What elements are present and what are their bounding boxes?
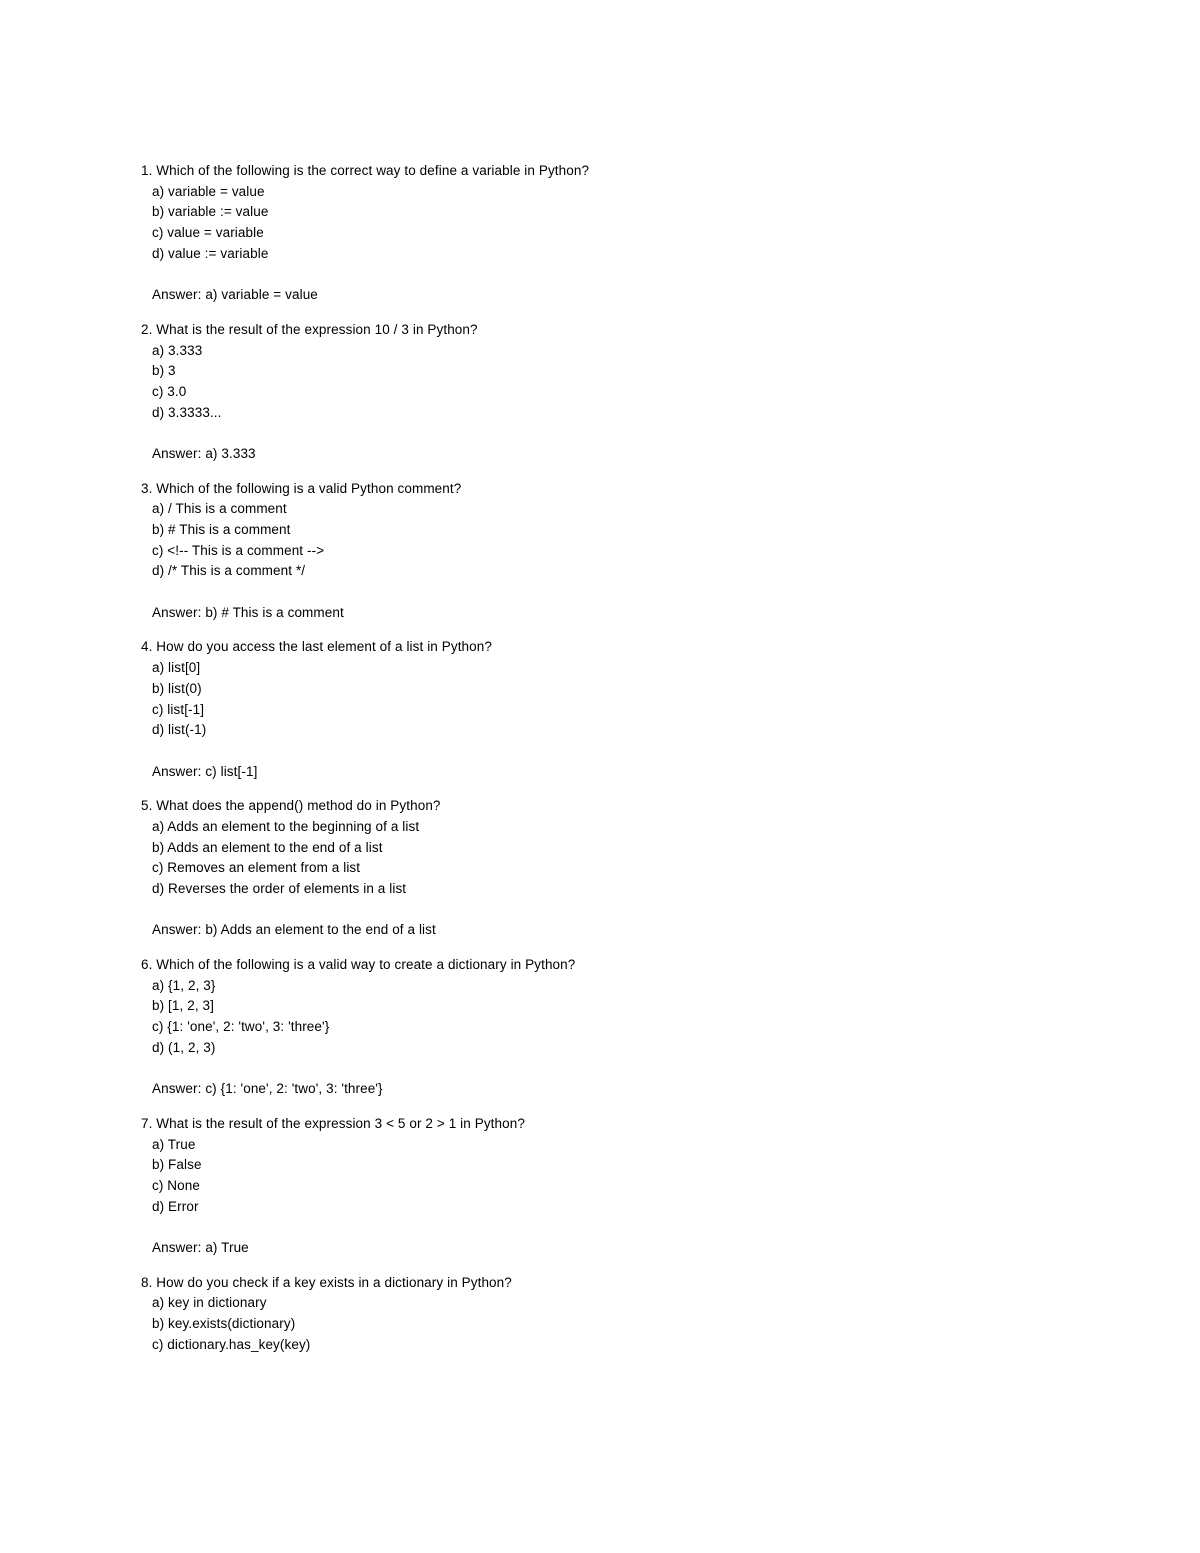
question-3 <box>141 479 1041 624</box>
option-c: c) list[-1] <box>152 701 205 717</box>
option-c: c) 3.0 <box>152 383 187 399</box>
option-d: d) list(-1) <box>152 722 207 738</box>
answer-text: Answer: c) list[-1] <box>152 763 258 779</box>
option-b: b) key.exists(dictionary) <box>152 1316 296 1332</box>
option-c: c) Removes an element from a list <box>152 860 361 876</box>
answer-text: Answer: b) Adds an element to the end of a list <box>152 922 436 938</box>
question-text: 8. How do you check if a key exists in a dictionary in Python? <box>141 1274 512 1290</box>
option-a: a) 3.333 <box>152 342 203 358</box>
option-a: a) key in dictionary <box>152 1295 267 1311</box>
blank-line <box>141 582 1041 603</box>
question-text: 5. What does the append() method do in Python? <box>141 798 441 814</box>
answer-text: Answer: c) {1: 'one', 2: 'two', 3: 'three'} <box>152 1081 383 1097</box>
answer-text: Answer: a) True <box>152 1240 249 1255</box>
option-a: a) Adds an element to the beginning of a list <box>152 818 420 834</box>
question-7 <box>141 1114 1041 1259</box>
option-d: d) 3.3333... <box>152 404 222 420</box>
option-b: b) variable := value <box>152 204 269 220</box>
blank-line <box>141 1059 1041 1080</box>
answer-text: Answer: b) # This is a comment <box>152 604 344 620</box>
question-text: 6. Which of the following is a valid way to create a dictionary in Python? <box>141 957 576 973</box>
blank-line <box>141 1217 1041 1238</box>
option-b: b) 3 <box>152 363 176 379</box>
option-b: b) Adds an element to the end of a list <box>152 839 383 855</box>
option-c: c) <!-- This is a comment --> <box>152 542 325 558</box>
option-c: c) None <box>152 1177 200 1193</box>
option-b: b) [1, 2, 3] <box>152 998 214 1014</box>
blank-line <box>141 423 1041 444</box>
question-1 <box>141 161 1041 306</box>
option-b: b) # This is a comment <box>152 522 291 537</box>
option-d: d) Error <box>152 1198 199 1214</box>
option-a: a) variable = value <box>152 183 265 199</box>
option-d: d) (1, 2, 3) <box>152 1039 216 1055</box>
blank-line <box>141 900 1041 921</box>
option-b: b) False <box>152 1157 202 1173</box>
question-6 <box>141 955 1041 1100</box>
option-d: d) Reverses the order of elements in a list <box>152 881 407 896</box>
question-2 <box>141 320 1041 465</box>
answer-text: Answer: a) variable = value <box>152 287 318 303</box>
question-8 <box>141 1273 1041 1356</box>
option-c: c) dictionary.has_key(key) <box>152 1336 311 1352</box>
option-b: b) list(0) <box>152 680 202 696</box>
question-text: 7. What is the result of the expression 3 < 5 or 2 > 1 in Python? <box>141 1115 525 1131</box>
question-4 <box>141 637 1041 782</box>
question-5 <box>141 796 1041 941</box>
option-a: a) {1, 2, 3} <box>152 977 216 993</box>
option-c: c) value = variable <box>152 225 264 241</box>
quiz-content <box>141 161 1041 1369</box>
option-d: d) value := variable <box>152 245 269 261</box>
blank-line <box>141 741 1041 762</box>
option-c: c) {1: 'one', 2: 'two', 3: 'three'} <box>152 1019 330 1035</box>
answer-text: Answer: a) 3.333 <box>152 445 256 461</box>
blank-line <box>141 264 1041 285</box>
question-text: 4. How do you access the last element of a list in Python? <box>141 639 492 655</box>
option-a: a) list[0] <box>152 660 201 676</box>
question-text: 1. Which of the following is the correct way to define a variable in Python? <box>141 163 590 178</box>
option-a: a) True <box>152 1136 196 1152</box>
question-text: 2. What is the result of the expression 10 / 3 in Python? <box>141 321 478 337</box>
option-d: d) /* This is a comment */ <box>152 563 306 579</box>
question-text: 3. Which of the following is a valid Python comment? <box>141 480 462 496</box>
option-a: a) / This is a comment <box>152 501 287 517</box>
